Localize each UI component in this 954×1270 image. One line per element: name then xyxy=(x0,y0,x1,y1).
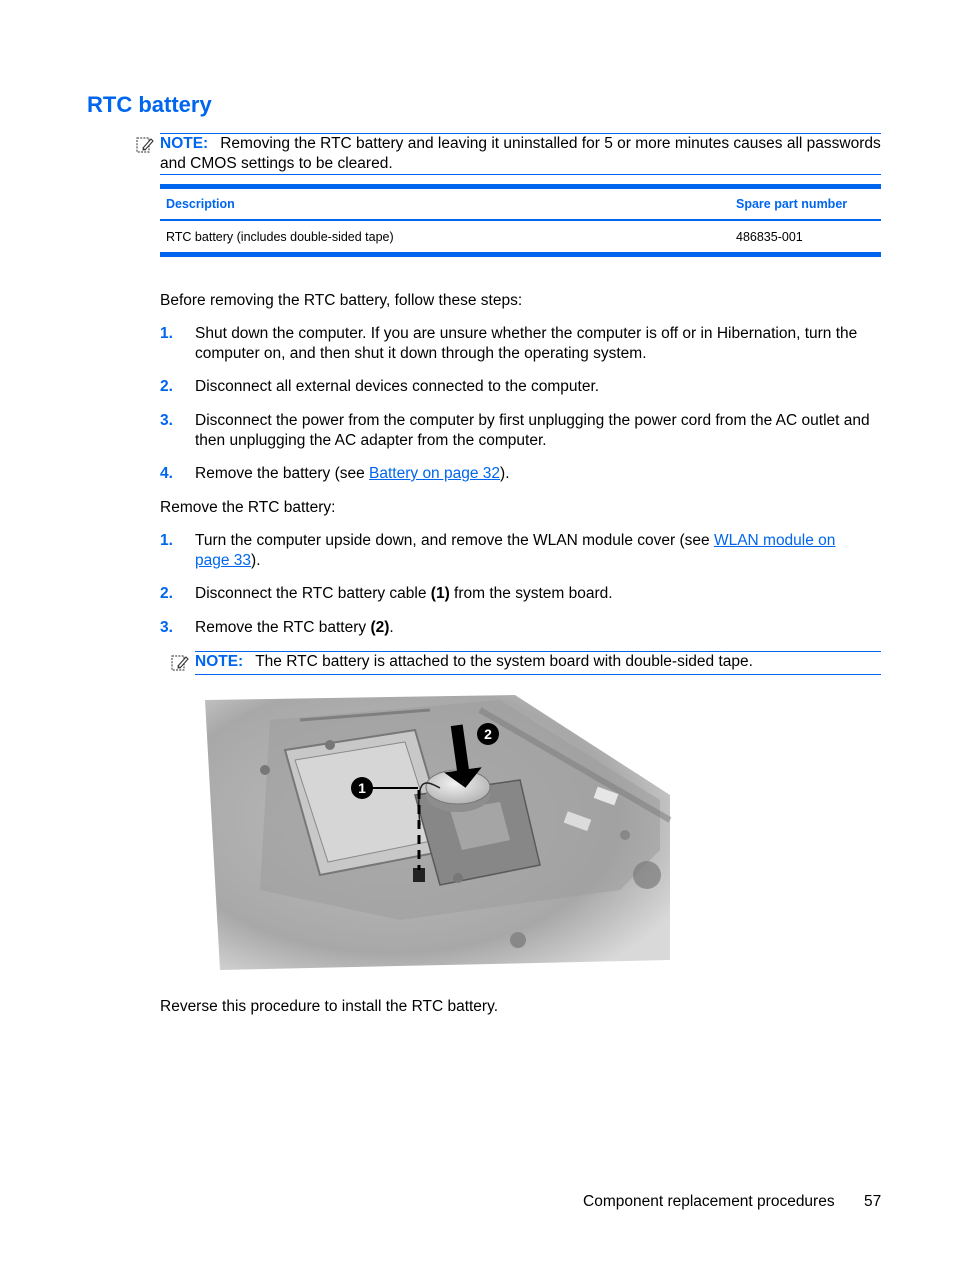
closing-paragraph: Reverse this procedure to install the RTC battery. xyxy=(160,998,498,1015)
page-title: RTC battery xyxy=(87,92,212,117)
callout-ref: (2) xyxy=(370,619,390,636)
intro-paragraph: Before removing the RTC battery, follow these steps: xyxy=(160,292,523,309)
note-label: NOTE: xyxy=(195,653,244,670)
list-item xyxy=(160,411,882,450)
step-text: Shut down the computer. If you are unsure whether the computer is off or in Hibernation, turn the computer on, and then shut it down through the operating system. xyxy=(195,325,858,362)
step-text xyxy=(195,464,882,484)
page-number: 57 xyxy=(864,1193,882,1210)
note-box xyxy=(160,133,881,175)
battery-link[interactable]: Battery on page 32 xyxy=(369,465,501,482)
step-text-pre: Turn the computer upside down, and remove the WLAN module cover (see xyxy=(195,532,714,549)
callout-ref: (1) xyxy=(430,585,450,602)
step-text-post: ). xyxy=(251,551,261,569)
step-text-post: from the system board. xyxy=(449,585,613,602)
list-item xyxy=(160,324,882,363)
step-number: 2. xyxy=(160,378,173,395)
rtc-battery-figure xyxy=(200,690,675,975)
footer-section-title: Component replacement procedures xyxy=(583,1193,835,1210)
step-text-pre: Disconnect the RTC battery cable xyxy=(195,585,431,602)
step-text-post: ). xyxy=(500,465,510,482)
note-label: NOTE: xyxy=(160,135,209,152)
note-icon xyxy=(171,654,189,677)
table-cell-part-number: 486835-001 xyxy=(736,229,803,244)
list-item xyxy=(160,531,882,570)
table-row xyxy=(160,220,881,255)
step-text-pre: Remove the battery (see xyxy=(195,465,370,482)
step-number: 3. xyxy=(160,619,173,636)
table-header-row xyxy=(160,187,881,221)
note-icon xyxy=(136,136,154,159)
step-number: 1. xyxy=(160,325,173,342)
step-text-post: . xyxy=(389,619,394,636)
step-text: Disconnect the power from the computer by first unplugging the power cord from the AC outlet and then unplugging the AC adapter from the computer. xyxy=(195,412,870,449)
step-text-pre: Remove the RTC battery xyxy=(195,619,371,636)
list-item xyxy=(160,584,882,604)
note-text: Removing the RTC battery and leaving it uninstalled for 5 or more minutes causes all passwords and CMOS settings to be cleared. xyxy=(160,135,881,172)
callout-2: 2 xyxy=(484,726,492,742)
intro-paragraph: Remove the RTC battery: xyxy=(160,499,336,516)
step-number: 2. xyxy=(160,585,173,602)
step-text xyxy=(195,531,855,570)
column-header-spare-part-number: Spare part number xyxy=(730,187,881,221)
step-text xyxy=(195,584,882,604)
note-box xyxy=(195,651,881,675)
step-number: 3. xyxy=(160,412,173,429)
wlan-module-link[interactable]: WLAN module on page 33 xyxy=(195,532,836,569)
table-cell-description: RTC battery (includes double-sided tape) xyxy=(166,229,394,244)
step-text xyxy=(195,618,882,638)
list-item xyxy=(160,377,882,397)
callout-1: 1 xyxy=(358,780,366,796)
list-item xyxy=(160,618,882,638)
note-text: The RTC battery is attached to the system board with double-sided tape. xyxy=(255,653,753,670)
step-number: 1. xyxy=(160,532,173,549)
column-header-description: Description xyxy=(160,187,730,221)
spare-parts-table xyxy=(160,184,881,257)
step-number: 4. xyxy=(160,465,173,482)
step-text: Disconnect all external devices connected to the computer. xyxy=(195,378,600,395)
list-item xyxy=(160,464,882,484)
